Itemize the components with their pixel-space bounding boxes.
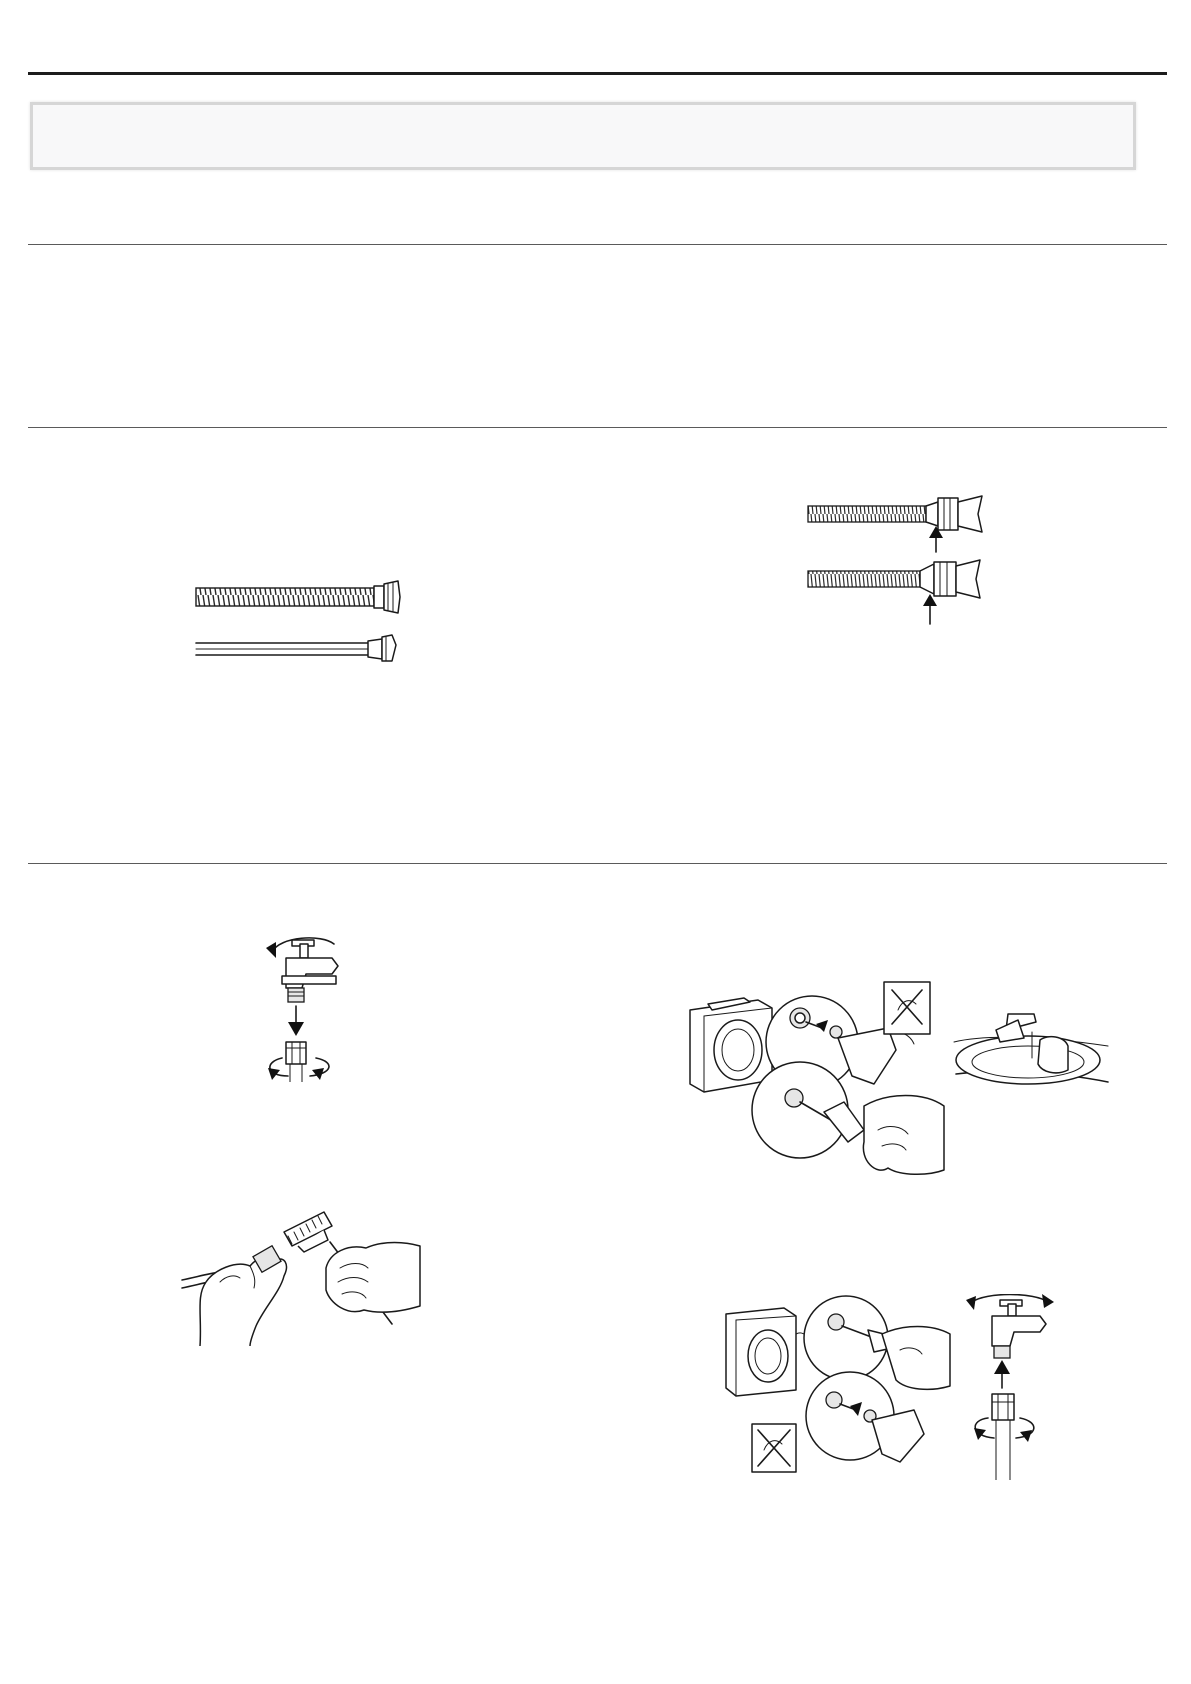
machine-filter-refit-figure (724, 1294, 1074, 1480)
section-divider-1 (28, 244, 1167, 245)
machine-filter-remove-figure (688, 980, 1114, 1202)
tap-connect-figure (262, 930, 354, 1082)
hose-fitting-arrows-figure (806, 494, 996, 626)
header-box (30, 102, 1136, 170)
section-divider-3 (28, 863, 1167, 864)
filter-brush-figure (180, 1196, 422, 1346)
section-divider-2 (28, 427, 1167, 428)
inlet-hoses-figure (192, 575, 414, 675)
top-rule (28, 72, 1167, 75)
